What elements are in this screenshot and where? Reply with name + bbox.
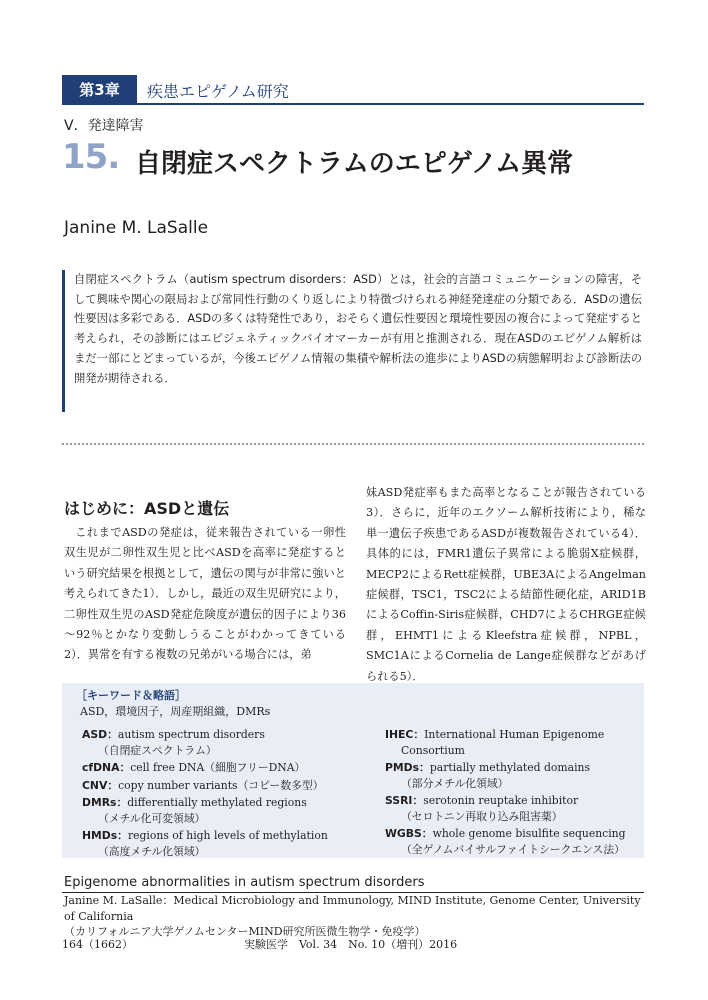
abbreviation-translation: （セロトニン再取り込み阻害薬） [401,809,563,823]
affiliation-english: Janine M. LaSalle：Medical Microbiology and Immunology, MIND Institute, Genome Center, University of California [64,894,641,923]
abstract-block [62,270,644,412]
abbreviation-definition: serotonin reuptake inhibitor [423,794,579,807]
abbreviation-term: PMDs： [385,761,430,774]
author-affiliation [64,893,654,940]
abbreviation-translation: （部分メチル化領域） [401,776,509,790]
abbreviation-item [82,828,382,859]
abbreviations-left-column [82,727,382,861]
abbreviation-translation: （高度メチル化領域） [98,844,206,858]
abbreviation-item [82,795,382,826]
abbreviation-term: IHEC： [385,728,425,741]
abbreviation-definition: autism spectrum disorders [117,728,265,741]
chapter-title: 疾患エピゲノム研究 [147,82,289,101]
abstract-text: 自閉症スペクトラム（autism spectrum disorders：ASD）とは，社会的言語コミュニケーションの障害，そして興味や関心の限局および常同性行動のくり返しにより特徴づけられる神経発達症の分類である．ASDの遺伝性要因は多彩である．ASDの多くは特発性であり，おそらく遺伝性要因と環境性要因の複合によって発症すると考えられ，その診断にはエピジェネティックバイオマーカーが有用と推測される．現在ASDのエピゲノム解析はまだ一部にとどまっているが，今後エピゲノム情報の集積や解析法の進歩によりASDの病態解明および診断法の開発が期待される． [74,273,642,385]
abbreviation-definition: differentially methylated regions [127,796,307,809]
abbreviation-item [385,826,640,857]
abbreviation-translation: （メチル化可変領域） [98,811,206,825]
abbreviation-item [385,760,640,791]
abbreviation-term: HMDs： [82,829,128,842]
abbreviation-translation: （全ゲノムバイサルファイトシークエンス法） [401,842,625,856]
abbreviations-right-column [385,727,640,859]
abbreviation-definition: cell free DNA（細胞フリーDNA） [130,761,306,774]
abbreviation-term: ASD： [82,728,118,741]
abbreviation-definition: International Human Epigenome [424,728,605,741]
journal-citation: 実験医学 Vol. 34 No. 10（増刊）2016 [244,938,458,951]
page-number: 164（1662） [62,938,133,951]
section-label: V．発達障害 [64,118,144,134]
abbreviation-definition: copy number variants（コピー数多型） [118,778,324,792]
article-title: 自閉症スペクトラムのエピゲノム異常 [135,149,574,179]
abbreviation-term: DMRs： [82,796,128,809]
section-heading: はじめに：ASDと遺伝 [64,499,230,518]
article-number: 15. [62,137,120,177]
keywords-list: ASD，環境因子，周産期組織，DMRs [80,705,271,718]
abbreviation-term: CNV： [82,778,119,792]
abbreviation-definition: partially methylated domains [429,761,591,774]
body-right-column: 妹ASD発症率もまた高率となることが報告されている3）．さらに，近年のエクソーム解析技術により，稀な単一遺伝子疾患であるASDが複数報告されている4）．具体的には，FMR1遺伝子異常による脆弱X症候群，MECP2によるRett症候群，UBE3AによるAngelman症候群，TSC1，TSC2による結節性硬化症，ARID1BによるCoffin-Siris症候群，CHD7によるCHRGE症候群，EHMT1によるKleefstra症候群，NPBL，SMC1AによるCornelia de Lange症候群などがあげられる5）． [366,486,646,683]
author-name: Janine M. LaSalle [64,218,209,238]
abbreviation-item [385,793,640,824]
english-title: Epigenome abnormalities in autism spectrum disorders [64,875,425,890]
abbreviation-definition: whole genome bisulfite sequencing [432,827,626,840]
chapter-tab: 第3章 [62,75,137,103]
abbreviation-item [385,727,640,758]
abbreviation-term: cfDNA： [82,761,131,774]
abbreviation-term: SSRI： [385,794,424,807]
abbreviation-translation: （自閉症スペクトラム） [98,743,217,757]
chapter-rule [62,103,644,105]
affiliation-japanese: （カリフォルニア大学ゲノムセンターMIND研究所医微生物学・免疫学） [64,925,426,939]
abstract-accent-bar [62,270,65,412]
abbreviation-item [82,778,382,794]
abbreviation-term: WGBS： [385,827,433,840]
keywords-box [62,683,644,858]
abbreviation-translation: Consortium [401,743,465,757]
body-left-column: これまでASDの発症は，従来報告されている一卵性双生児が二卵性双生児と比べASDを高率に発症するという研究結果を根拠として，遺伝の関与が非常に強いと考えられてきた1）．しかし，最近の双生児研究により，二卵性双生児のASD発症危険度が遺伝的因子により36～92％とかなり変動しうることがわかってきている2）．異常を有する複数の兄弟がいる場合には，弟 [64,526,346,662]
abbreviation-item [82,760,382,776]
abbreviation-item [82,727,382,758]
dotted-divider [62,443,644,445]
keywords-heading: ［キーワード＆略語］ [76,689,186,702]
abbreviation-definition: regions of high levels of methylation [127,829,328,842]
